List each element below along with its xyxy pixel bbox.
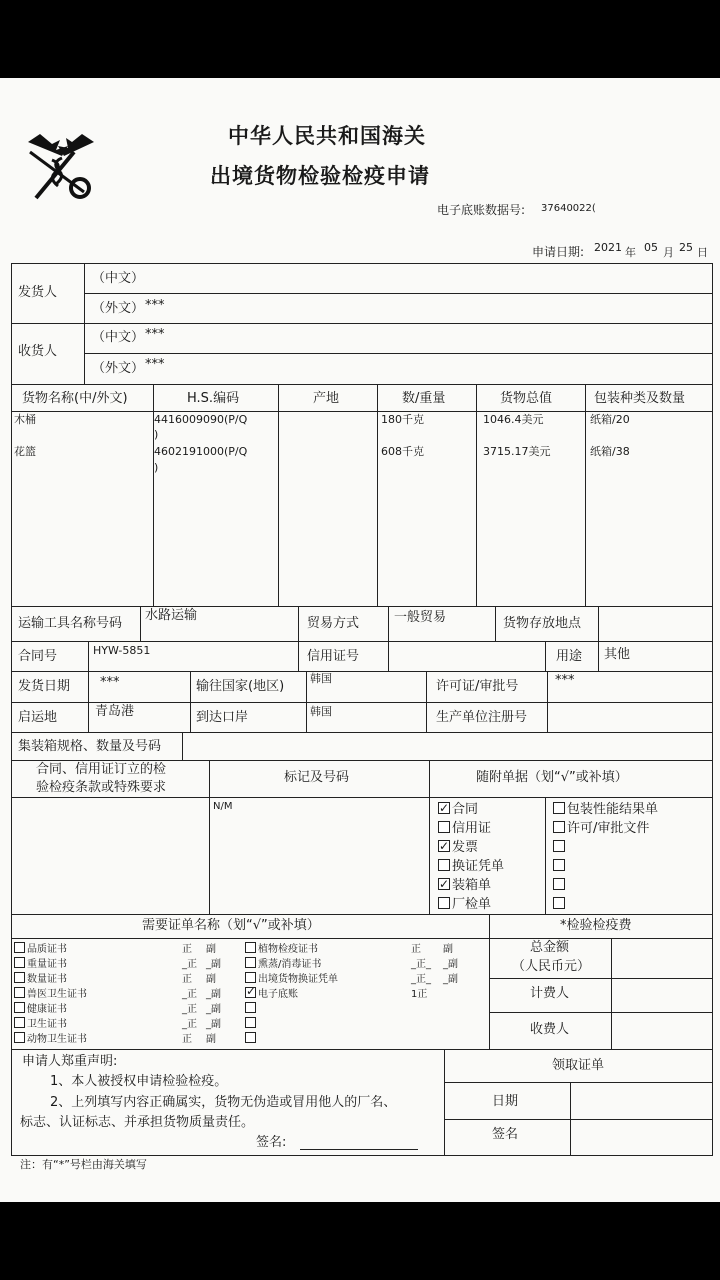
trade-value[interactable]: 一般贸易 <box>394 610 447 625</box>
consignee-label: 收货人 <box>18 344 58 359</box>
date-day-unit: 日 <box>697 246 708 259</box>
vehicle-label: 运输工具名称号码 <box>18 616 123 631</box>
dest-country-label: 输往国家(地区) <box>196 679 285 694</box>
certificate-item[interactable] <box>245 1002 463 1017</box>
attached-doc-item[interactable] <box>553 876 658 895</box>
attached-doc-label: 许可/审批文件 <box>567 821 650 836</box>
certificate-item[interactable] <box>14 1002 226 1017</box>
contract-value[interactable]: HYW-5851 <box>93 644 151 657</box>
certificate-item[interactable] <box>245 1032 463 1047</box>
checkbox-icon[interactable] <box>553 897 565 909</box>
certificate-item[interactable] <box>245 957 463 972</box>
goods-header-hs: H.S.编码 <box>187 391 240 406</box>
fee-person-label: 计费人 <box>530 986 570 1001</box>
certificate-copy-count[interactable]: 副 <box>443 944 453 955</box>
certificate-item[interactable] <box>14 957 226 972</box>
certificate-original-count[interactable]: 正 <box>182 974 192 985</box>
certificate-original-count[interactable]: _正 <box>182 989 197 1000</box>
checkbox-icon[interactable] <box>14 972 25 983</box>
ebill-label: 电子底账数据号: <box>437 203 526 217</box>
permit-value[interactable]: *** <box>555 673 575 688</box>
ship-date-label: 发货日期 <box>18 679 71 694</box>
contract-label: 合同号 <box>18 649 58 664</box>
total-label-1: 总金额 <box>530 940 570 955</box>
certificate-original-count[interactable]: _正 <box>182 959 197 970</box>
certificate-item[interactable] <box>245 1017 463 1032</box>
goods-header-name: 货物名称(中/外文) <box>22 391 128 406</box>
goods-row-2-hs: 4602191000(P/Q <box>154 445 248 458</box>
usage-label: 用途 <box>556 649 583 664</box>
shipper-fl-label: （外文） <box>92 301 145 316</box>
checkbox-checked-icon[interactable] <box>438 878 450 890</box>
attached-doc-label: 发票 <box>452 840 479 855</box>
attached-doc-label: 装箱单 <box>452 878 492 893</box>
checkbox-checked-icon[interactable] <box>438 840 450 852</box>
total-label-2: （人民币元） <box>512 959 591 974</box>
trade-label: 贸易方式 <box>307 616 360 631</box>
certificate-original-count[interactable]: 正 <box>182 944 192 955</box>
consignee-cn-value[interactable]: *** <box>145 327 165 342</box>
consignee-cn-label: （中文） <box>92 330 145 345</box>
date-year: 2021 <box>594 241 622 254</box>
lc-label: 信用证号 <box>307 649 360 664</box>
checkbox-checked-icon[interactable] <box>245 987 256 998</box>
certificate-item[interactable] <box>245 942 463 957</box>
consignee-fl-value[interactable]: *** <box>145 357 165 372</box>
title-line1: 中华人民共和国海关 <box>228 124 426 148</box>
checkbox-icon[interactable] <box>553 859 565 871</box>
certificate-label: 电子底账 <box>258 989 298 1000</box>
usage-value[interactable]: 其他 <box>604 647 631 662</box>
attached-doc-label: 厂检单 <box>452 897 492 912</box>
goods-row-1-name: 木桶 <box>14 413 36 426</box>
vehicle-value[interactable]: 水路运输 <box>145 608 198 623</box>
attached-docs-right <box>553 800 658 914</box>
attached-doc-label: 信用证 <box>452 821 492 836</box>
certificate-label: 兽医卫生证书 <box>27 989 87 1000</box>
producer-label: 生产单位注册号 <box>436 710 528 725</box>
arrival-value[interactable]: 韩国 <box>310 705 332 718</box>
certificate-copy-count[interactable]: _副 <box>206 1019 221 1030</box>
certificate-copy-count[interactable]: _副 <box>206 959 221 970</box>
goods-row-2-qty: 608千克 <box>381 445 424 458</box>
certificate-original-count[interactable]: 正 <box>411 944 421 955</box>
checkbox-icon[interactable] <box>245 957 256 968</box>
checkbox-icon[interactable] <box>245 1017 256 1028</box>
storage-label: 货物存放地点 <box>503 616 582 631</box>
goods-row-1-value: 1046.4美元 <box>483 413 544 426</box>
certificate-item[interactable] <box>14 1017 226 1032</box>
certificates-label: 需要证单名称（划“√”或补填） <box>142 918 320 933</box>
certificate-label: 数量证书 <box>27 974 67 985</box>
attached-doc-label: 包装性能结果单 <box>567 802 659 817</box>
sign2-label: 签名 <box>492 1127 519 1142</box>
checkbox-icon[interactable] <box>14 1032 25 1043</box>
certificate-copy-count[interactable]: 副 <box>206 944 216 955</box>
ship-date-value[interactable]: *** <box>100 675 120 690</box>
checkbox-icon[interactable] <box>438 821 450 833</box>
goods-row-1-hs: 4416009090(P/Q <box>154 413 248 426</box>
certificate-label: 卫生证书 <box>27 1019 67 1030</box>
certificate-item[interactable] <box>245 987 463 1002</box>
title-line2: 出境货物检验检疫申请 <box>210 164 430 188</box>
certificate-original-count[interactable]: _正 <box>182 1019 197 1030</box>
goods-header-origin: 产地 <box>313 391 340 406</box>
date-year-unit: 年 <box>625 246 636 259</box>
certificate-copy-count[interactable]: 副 <box>206 1034 216 1045</box>
certificates-right <box>245 942 463 1047</box>
checkbox-icon[interactable] <box>14 987 25 998</box>
certificate-copy-count[interactable]: 副 <box>206 974 216 985</box>
attached-doc-item[interactable] <box>438 876 504 895</box>
attached-doc-item[interactable] <box>438 857 504 876</box>
departure-label: 启运地 <box>18 710 58 725</box>
certificate-item[interactable] <box>14 987 226 1002</box>
declaration-sign-label: 签名: <box>256 1135 287 1150</box>
certificate-original-count[interactable]: _正 <box>182 1004 197 1015</box>
dest-country-value[interactable]: 韩国 <box>310 672 332 685</box>
date-month: 05 <box>644 241 658 254</box>
attached-doc-item[interactable] <box>438 838 504 857</box>
goods-row-2-name: 花篮 <box>14 445 36 458</box>
marks-value[interactable]: N/M <box>213 801 233 812</box>
goods-row-2-value: 3715.17美元 <box>483 445 551 458</box>
collect-label: 领取证单 <box>552 1058 605 1073</box>
signature-line[interactable] <box>300 1149 418 1150</box>
attached-doc-item[interactable] <box>553 819 658 838</box>
attached-doc-item[interactable] <box>438 819 504 838</box>
goods-row-2-pack: 纸箱/38 <box>590 445 630 458</box>
certificate-copy-count[interactable]: _副 <box>206 989 221 1000</box>
attached-doc-item[interactable] <box>438 800 504 819</box>
date-month-unit: 月 <box>663 246 674 259</box>
date-label: 申请日期: <box>532 245 585 259</box>
declaration-heading: 申请人郑重声明: <box>22 1054 118 1069</box>
checkbox-icon[interactable] <box>14 957 25 968</box>
certificate-item[interactable] <box>245 972 463 987</box>
date-field-label: 日期 <box>492 1094 519 1109</box>
clause-label-1: 合同、信用证订立的检 <box>36 762 167 777</box>
checkbox-icon[interactable] <box>245 942 256 953</box>
footer-note: 注：有“*”号栏由海关填写 <box>20 1158 147 1171</box>
marks-label: 标记及号码 <box>284 770 350 785</box>
certificates-left <box>14 942 226 1047</box>
goods-header-value: 货物总值 <box>500 391 553 406</box>
goods-header-qty: 数/重量 <box>402 391 446 406</box>
attached-docs-left <box>438 800 504 914</box>
application-form-page <box>0 78 720 1202</box>
certificate-label: 熏蒸/消毒证书 <box>258 959 322 970</box>
attached-doc-item[interactable] <box>553 800 658 819</box>
goods-row-1-hs-cont: ) <box>154 428 159 441</box>
fee-label: *检验检疫费 <box>560 918 632 933</box>
certificate-original-count[interactable]: _正_ <box>411 974 431 985</box>
attached-doc-label: 换证凭单 <box>452 859 505 874</box>
attached-doc-item[interactable] <box>553 857 658 876</box>
date-day: 25 <box>679 241 693 254</box>
certificate-label: 出境货物换证凭单 <box>258 974 338 985</box>
attached-doc-item[interactable] <box>553 895 658 914</box>
checkbox-icon[interactable] <box>14 1002 25 1013</box>
collector-label: 收费人 <box>530 1022 570 1037</box>
goods-row-2-hs-cont: ) <box>154 461 159 474</box>
goods-row-1-qty: 180千克 <box>381 413 424 426</box>
consignee-fl-label: （外文） <box>92 361 145 376</box>
goods-row-1-pack: 纸箱/20 <box>590 413 630 426</box>
checkbox-icon[interactable] <box>14 942 25 953</box>
certificate-copy-count[interactable]: _副 <box>206 1004 221 1015</box>
certificate-original-count[interactable]: 正 <box>182 1034 192 1045</box>
certificate-label: 重量证书 <box>27 959 67 970</box>
certificate-copy-count[interactable]: _副 <box>443 974 458 985</box>
attached-doc-item[interactable] <box>438 895 504 914</box>
shipper-label: 发货人 <box>18 285 58 300</box>
checkbox-icon[interactable] <box>553 840 565 852</box>
certificate-item[interactable] <box>14 942 226 957</box>
permit-label: 许可证/审批号 <box>436 679 519 694</box>
certificate-item[interactable] <box>14 1032 226 1047</box>
customs-emblem-icon <box>22 130 100 202</box>
shipper-fl-value[interactable]: *** <box>145 298 165 313</box>
certificate-label: 动物卫生证书 <box>27 1034 87 1045</box>
checkbox-checked-icon[interactable] <box>438 802 450 814</box>
attached-doc-label: 合同 <box>452 802 479 817</box>
container-label: 集装箱规格、数量及号码 <box>18 739 162 754</box>
ebill-value: 37640022( <box>541 203 596 214</box>
certificate-item[interactable] <box>14 972 226 987</box>
certificate-copy-count[interactable]: _副 <box>443 959 458 970</box>
certificate-original-count[interactable]: _正_ <box>411 959 431 970</box>
declaration-line3: 标志、认证标志、并承担货物质量责任。 <box>20 1115 255 1130</box>
checkbox-icon[interactable] <box>14 1017 25 1028</box>
checkbox-icon[interactable] <box>245 1002 256 1013</box>
checkbox-icon[interactable] <box>438 859 450 871</box>
checkbox-icon[interactable] <box>553 821 565 833</box>
certificate-label: 健康证书 <box>27 1004 67 1015</box>
certificate-label: 植物检疫证书 <box>258 944 318 955</box>
goods-header-pack: 包装种类及数量 <box>594 391 686 406</box>
attached-label: 随附单据（划“√”或补填） <box>476 770 628 785</box>
shipper-cn-label: （中文） <box>92 271 145 286</box>
departure-value[interactable]: 青岛港 <box>95 704 135 719</box>
checkbox-icon[interactable] <box>245 972 256 983</box>
checkbox-icon[interactable] <box>553 802 565 814</box>
attached-doc-item[interactable] <box>553 838 658 857</box>
arrival-label: 到达口岸 <box>196 710 249 725</box>
certificate-original-count[interactable]: 1正 <box>411 989 428 1000</box>
declaration-line2: 2、上列填写内容正确属实，货物无伪造或冒用他人的厂名、 <box>50 1095 397 1110</box>
clause-label-2: 验检疫条款或特殊要求 <box>36 780 167 795</box>
checkbox-icon[interactable] <box>438 897 450 909</box>
checkbox-icon[interactable] <box>553 878 565 890</box>
certificate-label: 品质证书 <box>27 944 67 955</box>
checkbox-icon[interactable] <box>245 1032 256 1043</box>
declaration-line1: 1、本人被授权申请检验检疫。 <box>50 1074 228 1089</box>
